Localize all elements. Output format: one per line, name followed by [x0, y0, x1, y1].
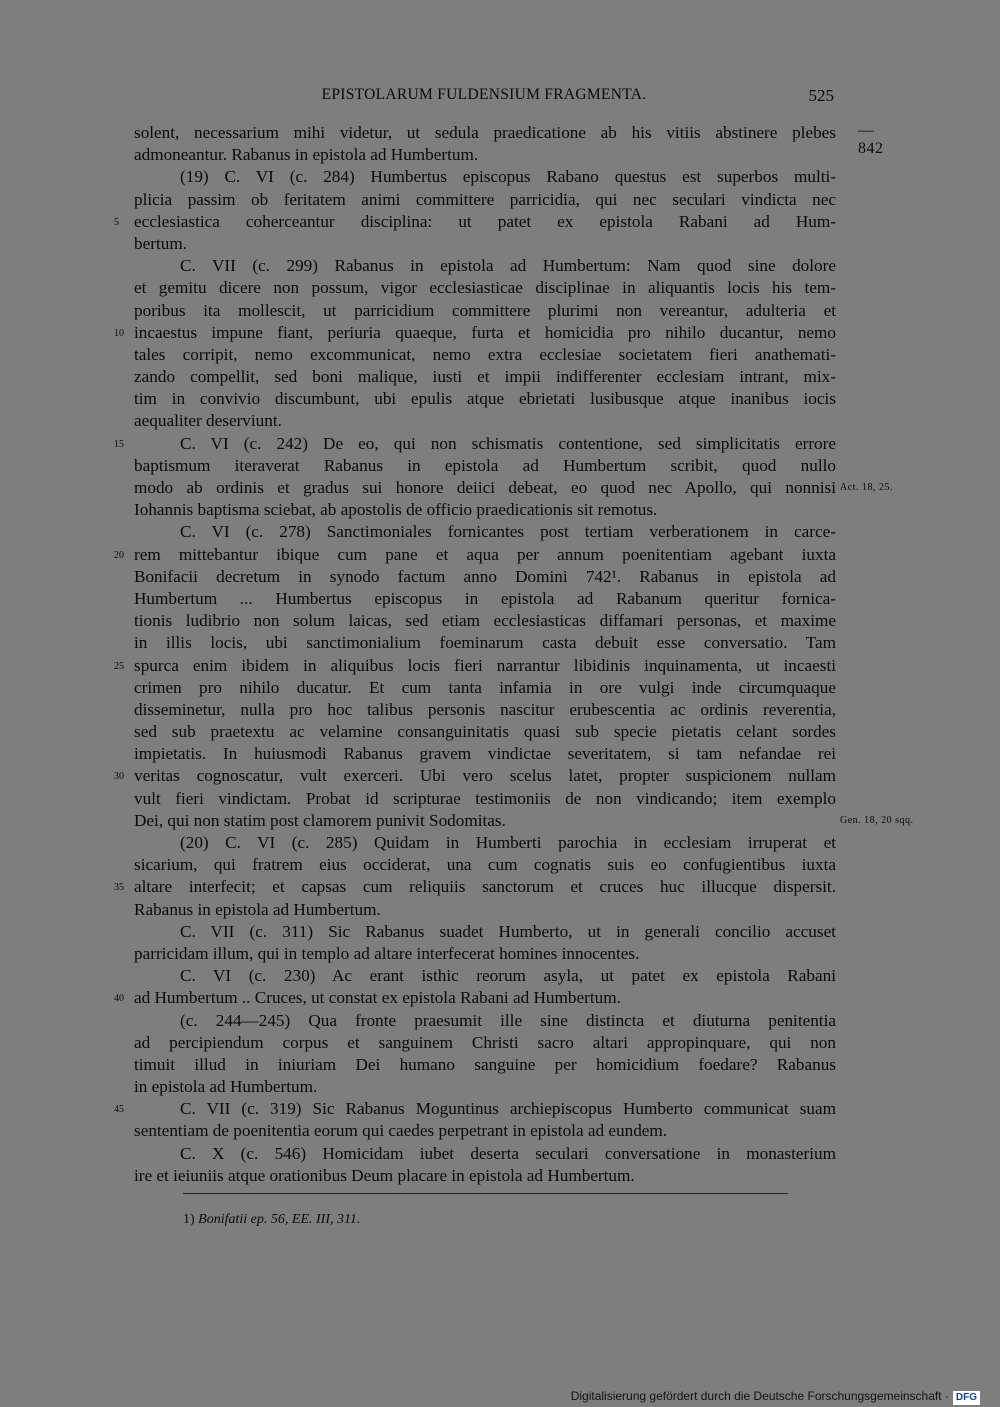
line-text: Rabanus in epistola ad Humbertum. [134, 899, 381, 919]
text-line [134, 943, 836, 965]
line-text: ad Humbertum .. Cruces, ut constat ex epistola Rabani ad Humbertum. [134, 988, 621, 1008]
line-text: sententiam de poenitentia eorum qui caedes perpetrant in epistola ad eundem. [134, 1121, 668, 1141]
text-line [134, 455, 836, 477]
line-text: ad percipiendum corpus et sanguinem Christi sacro altari appropinquare, qui non [134, 1032, 836, 1052]
text-line [134, 721, 836, 743]
line-text: incaestus impune fiant, periuria quaeque, furta et homicidia pro nihilo ducantur, nemo [134, 322, 836, 342]
text-line [134, 477, 893, 499]
dfg-logo: DFG [953, 1391, 980, 1405]
line-text: veritas cognoscatur, vult exerceri. Ubi vero scelus latet, propter suspicionem nullam [134, 766, 836, 786]
digitization-credit [571, 1385, 980, 1407]
text-line [134, 699, 836, 721]
text-line [134, 255, 836, 277]
line-number: 45 [114, 1104, 124, 1116]
footnote-text: Bonifatii ep. 56, EE. III, 311. [198, 1212, 361, 1227]
line-text: tim in convivio discumbunt, ubi epulis atque ebrietati lusibusque atque inanibus iocis [134, 389, 836, 409]
line-text: in epistola ad Humbertum. [134, 1077, 318, 1097]
line-text: disseminetur, nulla pro hoc talibus personis nascitur erubescentia ac ordinis reverentia, [134, 699, 836, 719]
text-line [134, 854, 836, 876]
line-text: baptismum iteraverat Rabanus in epistola ad Humbertum scribit, quod nullo [134, 455, 836, 475]
text-line [114, 211, 836, 233]
text-line [134, 366, 836, 388]
line-text: rem mittebantur ibique cum pane et aqua per annum poenitentiam agebant iuxta [134, 544, 836, 564]
line-text: crimen pro nihilo ducatur. Et cum tanta infamia in ore vulgi inde circumquaque [134, 677, 836, 697]
line-text: et gemitu dicere non possum, vigor ecclesiasticae disciplinae in aliquantis locis his tem- [134, 278, 836, 298]
line-text: admoneantur. Rabanus in epistola ad Humbertum. [134, 145, 479, 165]
line-text: plicia passim ob feritatem animi committere parricidia, qui nec seculari vindicta nec [134, 189, 836, 209]
line-text: tionis ludibrio non solum laicas, sed etiam ecclesiasticas diffamari personas, et maxime [134, 611, 836, 631]
line-text: (20) C. VI (c. 285) Quidam in Humberti parochia in ecclesiam irruperat et [180, 833, 836, 852]
line-text: modo ab ordinis et gradus sui honore deiici debeat, eo quod nec Apollo, qui nonnisi [134, 478, 836, 497]
line-text: ecclesiastica coherceantur disciplina: ut patet ex epistola Rabani ad Hum- [134, 211, 836, 231]
text-line [134, 788, 836, 810]
text-line [134, 1143, 836, 1165]
line-number: 10 [114, 327, 124, 339]
main-text [114, 122, 914, 1187]
line-text: ire et ieiuniis atque orationibus Deum placare in epistola ad Humbertum. [134, 1165, 635, 1185]
footnote-rule [183, 1193, 788, 1194]
line-text: C. VI (c. 278) Sanctimoniales fornicantes post tertiam verberationem in carce- [180, 522, 836, 542]
text-line [134, 300, 836, 322]
line-text: solent, necessarium mihi videtur, ut sedula praedicatione ab his vitiis abstinere plebes [134, 123, 836, 142]
text-line [134, 277, 836, 299]
text-line [114, 1098, 836, 1120]
text-line [134, 1120, 836, 1142]
line-text: parricidam illum, qui in templo ad altare interfecerat homines innocentes. [134, 943, 640, 963]
text-line [114, 433, 836, 455]
line-text: tales corripit, nemo excommunicat, nemo extra ecclesiae societatem fieri anathemati- [134, 344, 836, 364]
line-number: 30 [114, 771, 124, 783]
text-line [114, 544, 836, 566]
text-line [134, 832, 836, 854]
margin-reference: Act. 18, 25. [840, 482, 893, 493]
line-text: sicarium, qui fratrem eius occiderat, una cum cognatis suis eo confugientibus iuxta [134, 855, 836, 875]
text-line [134, 899, 836, 921]
text-line [114, 322, 836, 344]
text-line [134, 521, 836, 543]
footnote-marker: 1) [183, 1212, 195, 1227]
text-line [134, 122, 836, 144]
text-line [134, 410, 836, 432]
text-line [134, 1032, 836, 1054]
running-title: EPISTOLARUM FULDENSIUM FRAGMENTA. [321, 86, 647, 103]
line-text: C. VI (c. 242) De eo, qui non schismatis contentione, sed simplicitatis errore [180, 433, 836, 453]
text-line [134, 743, 836, 765]
line-number: 25 [114, 660, 124, 672]
text-line [134, 566, 836, 588]
margin-year: —842 [858, 122, 884, 157]
text-line [134, 166, 836, 188]
line-text: spurca enim ibidem in aliquibus locis fieri narrantur libidinis inquinamenta, ut incaesti [134, 655, 836, 675]
running-header [134, 86, 834, 112]
line-text: (c. 244—245) Qua fronte praesumit ille sine distincta et diuturna penitentia [180, 1010, 836, 1030]
line-text: Dei, qui non statim post clamorem punivit Sodomitas. [134, 810, 506, 830]
text-line [134, 632, 836, 654]
line-text: C. VII (c. 311) Sic Rabanus suadet Humberto, ut in generali concilio accuset [180, 921, 836, 941]
text-line [134, 1165, 836, 1187]
text-line [134, 810, 914, 832]
line-text: C. VI (c. 230) Ac erant isthic reorum asyla, ut patet ex epistola Rabani [180, 966, 836, 986]
text-line [134, 1010, 836, 1032]
line-text: aequaliter deserviunt. [134, 411, 282, 431]
page-number: 525 [808, 86, 834, 105]
line-text: altare interfecit; et capsas cum reliquiis sanctorum et cruces huc illucque dispersit. [134, 877, 836, 897]
line-text: impietatis. In huiusmodi Rabanus gravem vindictae severitatem, si tam nefandae rei [134, 744, 836, 764]
line-text: poribus ita mollescit, ut parricidium committere plurimi non vereantur, adulteria et [134, 300, 836, 320]
line-text: C. X (c. 546) Homicidam iubet deserta seculari conversatione in monasterium [180, 1143, 836, 1163]
text-line [134, 1054, 836, 1076]
line-text: Iohannis baptisma sciebat, ab apostolis de officio praedicationis sit remotus. [134, 500, 658, 520]
line-number: 15 [114, 438, 124, 450]
line-number: 5 [114, 216, 119, 228]
line-number: 20 [114, 549, 124, 561]
line-number: 35 [114, 882, 124, 894]
text-line [134, 1076, 836, 1098]
text-line [114, 876, 836, 898]
line-text: vult fieri vindictam. Probat id scripturae testimoniis de non vindicando; item exemplo [134, 788, 836, 808]
footnote [183, 1212, 360, 1228]
text-line [134, 344, 836, 366]
line-text: timuit illud in iniuriam Dei humano sanguine per homicidium foedare? Rabanus [134, 1054, 836, 1074]
line-text: (19) C. VI (c. 284) Humbertus episcopus Rabano questus est superbos multi- [180, 167, 836, 187]
text-line [134, 499, 836, 521]
line-text: in illis locis, ubi sanctimonialium foeminarum casta debuit esse conversatio. Tam [134, 633, 836, 653]
text-line [114, 655, 836, 677]
text-line [134, 677, 836, 699]
text-line [134, 144, 836, 166]
line-text: Bonifacii decretum in synodo factum anno Domini 742¹. Rabanus in epistola ad [134, 566, 836, 586]
line-number: 40 [114, 993, 124, 1005]
text-line [134, 588, 836, 610]
text-line [134, 189, 836, 211]
text-line [114, 987, 836, 1009]
line-text: C. VII (c. 299) Rabanus in epistola ad Humbertum: Nam quod sine dolore [180, 256, 836, 276]
text-line [134, 921, 836, 943]
text-line [134, 233, 836, 255]
margin-reference: Gen. 18, 20 sqq. [840, 814, 914, 826]
text-line [134, 965, 836, 987]
text-line [134, 610, 836, 632]
line-text: C. VII (c. 319) Sic Rabanus Moguntinus archiepiscopus Humberto communicat suam [180, 1099, 836, 1119]
text-line [114, 765, 836, 787]
line-text: zando compellit, sed boni malique, iusti et impii indifferenter ecclesiam intrant, mix- [134, 367, 836, 387]
line-text: Humbertum ... Humbertus episcopus in epistola ad Rabanum queritur fornica- [134, 588, 836, 608]
line-text: bertum. [134, 233, 187, 253]
text-line [134, 388, 836, 410]
credit-text: Digitalisierung gefördert durch die Deutsche Forschungsgemeinschaft · [570, 1389, 949, 1403]
line-text: sed sub praetextu ac velamine consanguinitatis quasi sub specie pietatis celant sordes [134, 722, 836, 742]
